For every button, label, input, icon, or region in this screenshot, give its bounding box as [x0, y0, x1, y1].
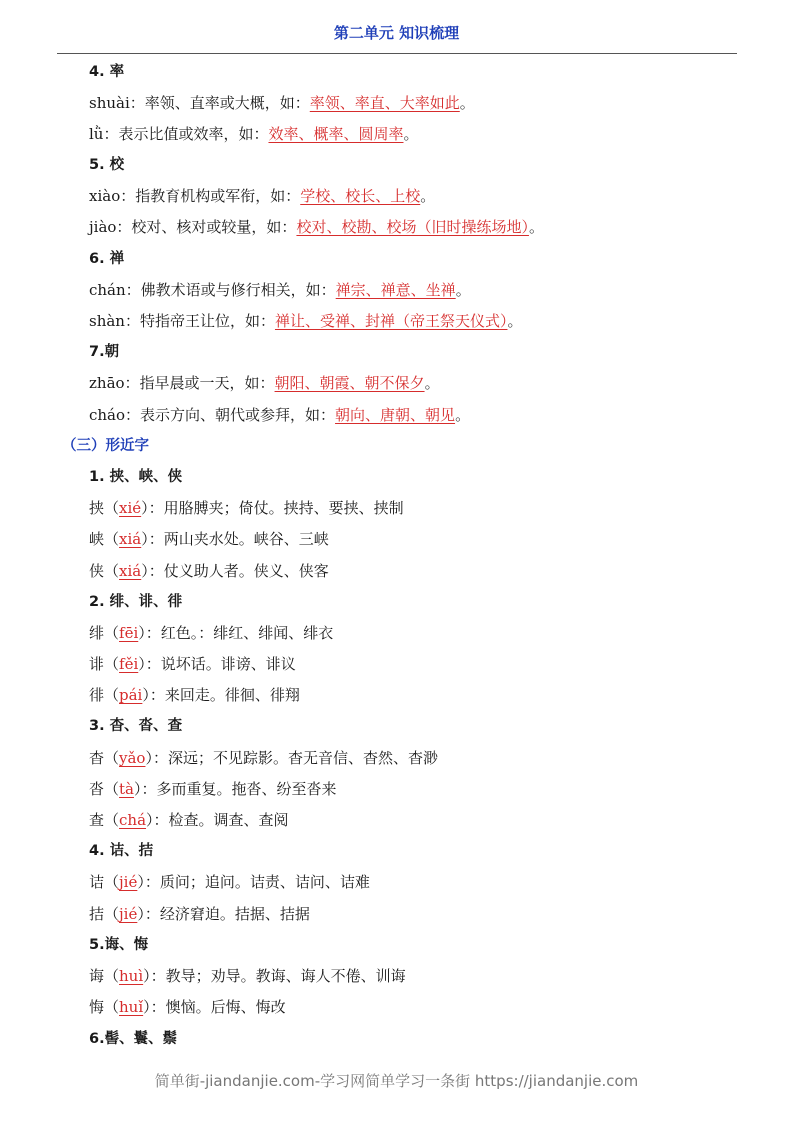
definition-line: [89, 810, 289, 830]
definition-line: [89, 186, 435, 206]
definition-line: [89, 561, 329, 581]
highlighted-answer: 学校、校长、上校: [300, 187, 421, 205]
definition-text: 绯（: [89, 624, 120, 642]
definition-text: 拮（: [89, 905, 120, 923]
entry-heading: 6.髻、鬟、鬃: [89, 1031, 178, 1047]
definition-tail: ）：两山夹水处。峡谷、三峡: [141, 530, 329, 548]
definition-tail: ）：质问；追问。诘责、诘问、诘难: [137, 873, 370, 891]
entry-heading: 1. 挟、峡、侠: [89, 469, 183, 485]
entry-heading: 5. 校: [89, 157, 125, 173]
highlighted-answer: 率领、率直、大率如此: [309, 94, 460, 112]
section-heading: （三）形近字: [62, 438, 149, 454]
definition-text: xiào：指教育机构或军衔，如：: [89, 187, 301, 205]
definition-line: [89, 498, 404, 518]
entry-heading: 2. 绯、诽、徘: [89, 594, 183, 610]
definition-tail: 。: [420, 187, 436, 205]
definition-line: [89, 124, 419, 144]
definition-tail: ）：经济窘迫。拮据、拮据: [137, 905, 310, 923]
highlighted-answer: 禅让、受禅、封禅（帝王祭天仪式）: [274, 312, 508, 330]
definition-text: 悔（: [89, 998, 120, 1016]
definition-line: [89, 904, 310, 924]
definition-line: [89, 93, 475, 113]
definition-text: lǜ：表示比值或效率，如：: [89, 125, 269, 143]
definition-tail: ）：懊恼。后悔、悔改: [143, 998, 286, 1016]
definition-line: [89, 654, 296, 674]
definition-line: [89, 748, 438, 768]
definition-tail: 。: [455, 281, 471, 299]
definition-tail: ）：检查。调查、查阅: [146, 811, 289, 829]
definition-line: [89, 373, 440, 393]
highlighted-answer: huì: [119, 967, 144, 985]
definition-tail: ）：来回走。徘徊、徘翔: [142, 686, 300, 704]
definition-tail: ）：深远；不见踪影。杳无音信、杳然、杳渺: [145, 749, 438, 767]
highlighted-answer: xiá: [119, 562, 142, 580]
definition-tail: ）：红色。：绯红、绯闻、绯衣: [138, 624, 334, 642]
page-footer-watermark: 简单街-jiandanjie.com-学习网简单学习一条街 https://jiandanjie.com: [154, 1072, 639, 1090]
page-header-title: 第二单元 知识梳理: [333, 24, 460, 42]
definition-text: 挟（: [89, 499, 120, 517]
header-divider: [57, 53, 737, 54]
definition-line: [89, 872, 370, 892]
definition-line: [89, 217, 544, 237]
definition-text: 诲（: [89, 967, 120, 985]
definition-text: zhāo：指早晨或一天，如：: [89, 374, 275, 392]
definition-line: [89, 405, 470, 425]
highlighted-answer: huǐ: [119, 998, 144, 1016]
definition-tail: ）：用胳膊夹；倚仗。挟持、要挟、挟制: [141, 499, 404, 517]
entry-heading: 3. 杳、沓、查: [89, 718, 183, 734]
highlighted-answer: fěi: [119, 655, 139, 673]
highlighted-answer: chá: [119, 811, 147, 829]
definition-text: 峡（: [89, 530, 120, 548]
definition-line: [89, 685, 300, 705]
highlighted-answer: 朝向、唐朝、朝见: [335, 406, 456, 424]
highlighted-answer: 效率、概率、圆周率: [268, 125, 404, 143]
definition-tail: 。: [403, 125, 419, 143]
definition-text: shàn：特指帝王让位，如：: [89, 312, 275, 330]
highlighted-answer: jié: [119, 905, 138, 923]
definition-tail: 。: [424, 374, 440, 392]
definition-line: [89, 779, 337, 799]
definition-tail: 。: [507, 312, 523, 330]
definition-tail: ）：仗义助人者。侠义、侠客: [141, 562, 329, 580]
entry-heading: 4. 率: [89, 64, 125, 80]
definition-text: 沓（: [89, 780, 120, 798]
highlighted-answer: fēi: [119, 624, 139, 642]
definition-text: 徘（: [89, 686, 120, 704]
highlighted-answer: xiá: [119, 530, 142, 548]
definition-text: jiào：校对、核对或较量，如：: [89, 218, 297, 236]
entry-heading: 4. 诘、拮: [89, 843, 154, 859]
definition-line: [89, 997, 286, 1017]
definition-tail: ）：多而重复。拖沓、纷至沓来: [134, 780, 337, 798]
definition-text: 侠（: [89, 562, 120, 580]
definition-text: 杳（: [89, 749, 120, 767]
definition-tail: ）：教导；劝导。教诲、诲人不倦、训诲: [143, 967, 406, 985]
definition-tail: ）：说坏话。诽谤、诽议: [138, 655, 296, 673]
entry-heading: 5.诲、悔: [89, 937, 149, 953]
definition-text: chán：佛教术语或与修行相关，如：: [89, 281, 336, 299]
highlighted-answer: xié: [119, 499, 142, 517]
highlighted-answer: jié: [119, 873, 138, 891]
highlighted-answer: 禅宗、禅意、坐禅: [335, 281, 456, 299]
definition-text: cháo：表示方向、朝代或参拜，如：: [89, 406, 336, 424]
highlighted-answer: 朝阳、朝霞、朝不保夕: [274, 374, 425, 392]
definition-line: [89, 623, 333, 643]
highlighted-answer: pái: [119, 686, 143, 704]
definition-text: shuài：率领、直率或大概，如：: [89, 94, 310, 112]
definition-line: [89, 311, 523, 331]
definition-tail: 。: [459, 94, 475, 112]
definition-text: 诽（: [89, 655, 120, 673]
highlighted-answer: tà: [119, 780, 134, 798]
highlighted-answer: 校对、校勘、校场（旧时操练场地）: [296, 218, 529, 236]
definition-tail: 。: [528, 218, 544, 236]
highlighted-answer: yǎo: [119, 749, 146, 767]
entry-heading: 6. 禅: [89, 251, 125, 267]
definition-tail: 。: [455, 406, 471, 424]
definition-line: [89, 966, 406, 986]
definition-line: [89, 280, 471, 300]
entry-heading: 7.朝: [89, 344, 120, 360]
definition-line: [89, 529, 329, 549]
definition-text: 诘（: [89, 873, 120, 891]
definition-text: 查（: [89, 811, 120, 829]
